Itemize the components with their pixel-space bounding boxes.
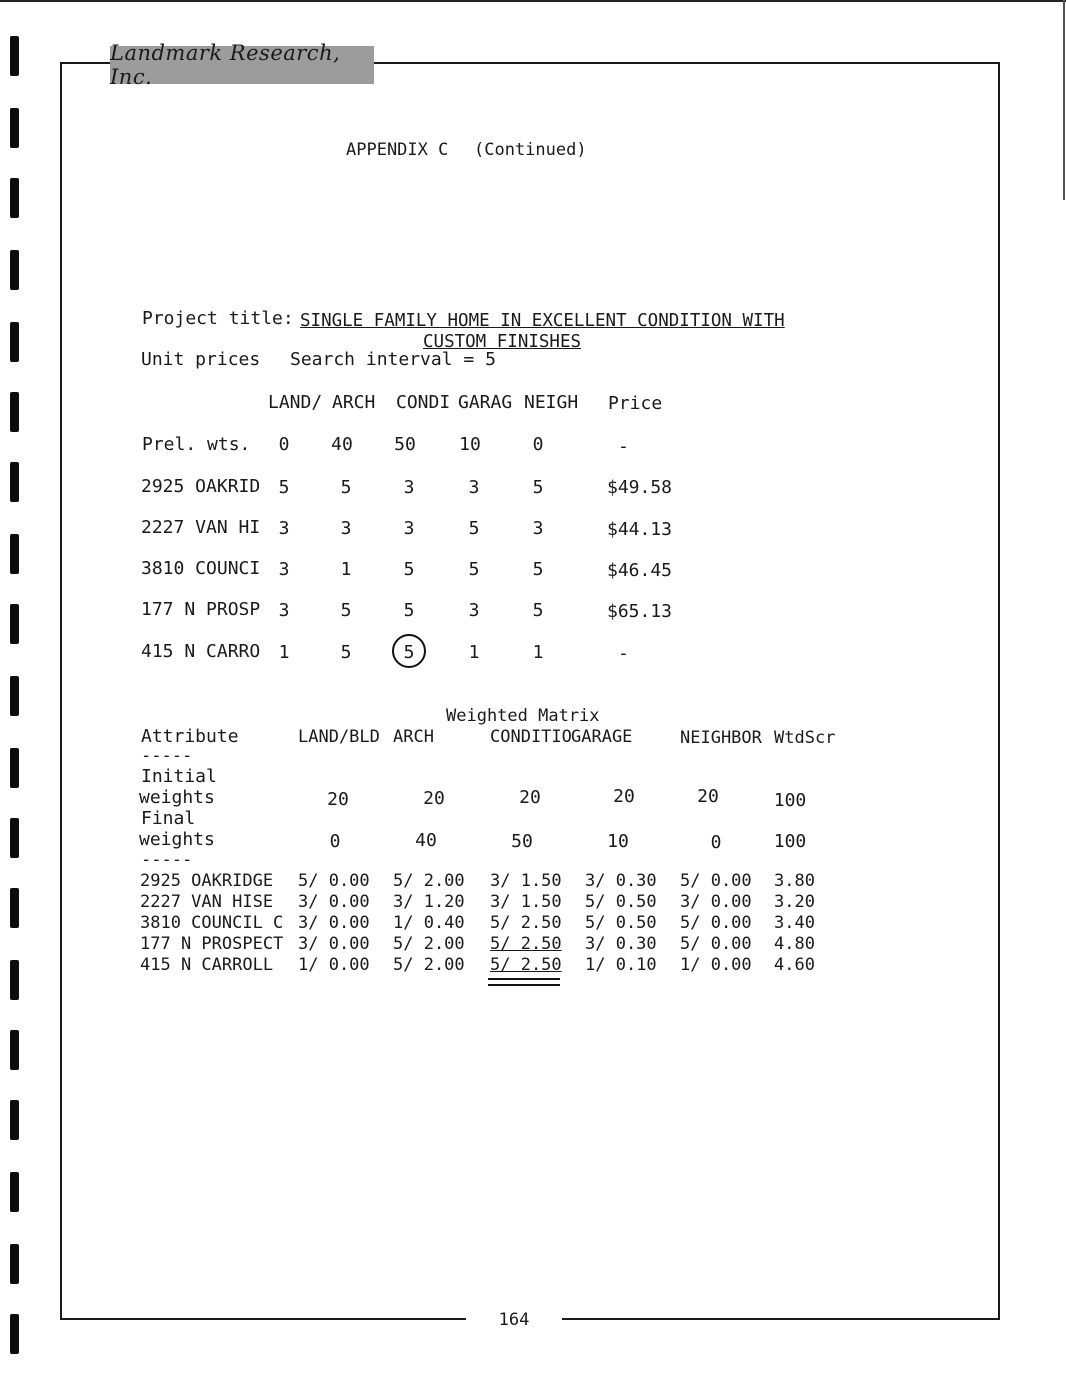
- wm-final-value: 100: [773, 831, 807, 852]
- unit-cell: 1: [532, 642, 544, 663]
- wm-cell: 3/ 0.30: [585, 871, 657, 891]
- wm-header-neighbor: NEIGHBOR: [680, 728, 762, 748]
- company-logo: Landmark Research, Inc.: [110, 46, 374, 84]
- unit-cell: 0: [278, 434, 290, 455]
- wm-cell: 5/ 2.00: [393, 871, 465, 891]
- wm-initial-value: 20: [697, 786, 719, 807]
- unit-cell: 1: [278, 642, 290, 663]
- unit-cell: 3: [403, 477, 415, 498]
- binder-mark: [10, 960, 19, 1000]
- wm-cell: 3/ 1.20: [393, 892, 465, 912]
- unit-price: -: [618, 643, 629, 664]
- unit-price: -: [618, 436, 629, 457]
- wm-cell: 3/ 1.50: [490, 871, 562, 891]
- unit-price: $44.13: [607, 519, 673, 540]
- wm-cell: 1/ 0.40: [393, 913, 465, 933]
- unit-row-label: Prel. wts.: [142, 434, 251, 455]
- binder-mark: [10, 1100, 19, 1140]
- wm-score: 3.40: [774, 913, 815, 933]
- double-underline: [488, 978, 560, 980]
- wm-final-value: 40: [415, 830, 437, 851]
- binder-mark: [10, 1172, 19, 1212]
- unit-price: $46.45: [607, 560, 673, 581]
- wm-cell: 3/ 1.50: [490, 892, 562, 912]
- wm-cell: 5/ 0.00: [680, 871, 752, 891]
- wm-header-wtdscr: WtdScr: [774, 728, 836, 748]
- wm-score: 4.80: [774, 934, 815, 954]
- binder-mark: [10, 392, 19, 432]
- unit-cell: 5: [532, 477, 544, 498]
- double-underline: [488, 984, 560, 986]
- wm-final-value: 50: [511, 831, 533, 852]
- binder-mark: [10, 36, 19, 76]
- wm-initial-label-2: weights: [139, 787, 215, 808]
- wm-cell: 5/ 0.00: [680, 913, 752, 933]
- wm-cell: 5/ 2.00: [393, 955, 465, 975]
- unit-cell: 5: [403, 642, 415, 663]
- wm-final-label: Final: [141, 808, 196, 829]
- binder-mark: [10, 322, 19, 362]
- project-title-line-2: CUSTOM FINISHES: [423, 332, 582, 352]
- wm-cell: 1/ 0.00: [298, 955, 370, 975]
- binder-mark: [10, 1030, 19, 1070]
- unit-cell: 5: [340, 477, 352, 498]
- wm-cell: 1/ 0.10: [585, 955, 657, 975]
- top-edge-rule: [0, 0, 1066, 2]
- unit-cell: 5: [468, 559, 480, 580]
- wm-initial-label: Initial: [141, 766, 217, 787]
- wm-score: 4.60: [774, 955, 815, 975]
- wm-initial-value: 20: [613, 786, 635, 807]
- binder-mark: [10, 108, 19, 148]
- unit-cell: 3: [532, 518, 544, 539]
- unit-cell: 1: [468, 642, 480, 663]
- wm-initial-value: 20: [327, 789, 349, 810]
- wm-initial-value: 100: [773, 790, 807, 811]
- unit-cell: 1: [340, 559, 352, 580]
- unit-header-condi: CONDI: [396, 392, 451, 413]
- unit-price: $65.13: [607, 601, 673, 622]
- wm-initial-value: 20: [519, 787, 541, 808]
- unit-row-label: 177 N PROSP: [141, 599, 261, 620]
- wm-row-label: 415 N CARROLL: [140, 955, 274, 975]
- wm-cell: 5/ 2.00: [393, 934, 465, 954]
- unit-cell: 3: [340, 518, 352, 539]
- unit-header-arch: ARCH: [332, 392, 376, 413]
- appendix-title: APPENDIX C: [346, 140, 449, 160]
- wm-cell: 3/ 0.00: [680, 892, 752, 912]
- unit-cell: 3: [468, 600, 480, 621]
- unit-cell: 40: [331, 434, 353, 455]
- unit-cell: 50: [394, 434, 416, 455]
- wm-header-garage: GARAGE: [571, 727, 633, 747]
- wm-score: 3.80: [774, 871, 815, 891]
- wm-cell: 3/ 0.30: [585, 934, 657, 954]
- wm-header-landbld: LAND/BLD: [298, 727, 380, 747]
- page-number: 164: [466, 1306, 562, 1334]
- wm-final-label-2: weights: [139, 829, 215, 850]
- binder-mark: [10, 534, 19, 574]
- wm-cell: 5/ 2.50: [490, 934, 562, 954]
- hand-drawn-circle-mark: [392, 634, 426, 668]
- unit-cell: 5: [403, 600, 415, 621]
- wm-separator: -----: [141, 850, 193, 870]
- wm-header-arch: ARCH: [393, 727, 434, 747]
- unit-cell: 5: [532, 600, 544, 621]
- wm-final-value: 10: [607, 831, 629, 852]
- unit-cell: 3: [278, 518, 290, 539]
- wm-cell: 5/ 0.00: [298, 871, 370, 891]
- wm-cell: 5/ 0.50: [585, 892, 657, 912]
- wm-header-attribute: Attribute: [141, 726, 239, 747]
- binder-mark: [10, 1314, 19, 1354]
- wm-cell: 5/ 2.50: [490, 913, 562, 933]
- wm-score: 3.20: [774, 892, 815, 912]
- binder-mark: [10, 818, 19, 858]
- wm-cell: 5/ 0.50: [585, 913, 657, 933]
- page-frame: [60, 62, 1000, 1320]
- wm-cell: 3/ 0.00: [298, 934, 370, 954]
- unit-row-label: 2925 OAKRID: [141, 476, 261, 497]
- wm-cell: 5/ 0.00: [680, 934, 752, 954]
- unit-prices-label: Unit prices: [141, 349, 261, 370]
- wm-cell: 3/ 0.00: [298, 913, 370, 933]
- wm-cell: 3/ 0.00: [298, 892, 370, 912]
- unit-row-label: 3810 COUNCI: [141, 558, 261, 579]
- binder-mark: [10, 604, 19, 644]
- unit-header-price: Price: [608, 393, 663, 414]
- unit-price: $49.58: [607, 477, 673, 498]
- wm-row-label: 2925 OAKRIDGE: [140, 871, 274, 891]
- unit-cell: 3: [403, 518, 415, 539]
- unit-cell: 10: [459, 434, 481, 455]
- wm-row-label: 2227 VAN HISE: [140, 892, 274, 912]
- binder-mark: [10, 250, 19, 290]
- wm-row-label: 3810 COUNCIL C: [140, 913, 284, 933]
- wm-separator: -----: [141, 746, 193, 766]
- appendix-suffix: (Continued): [474, 140, 587, 160]
- wm-cell: 5/ 2.50: [490, 955, 562, 975]
- unit-cell: 5: [340, 600, 352, 621]
- wm-final-value: 0: [710, 832, 722, 853]
- wm-initial-value: 20: [423, 788, 445, 809]
- wm-header-conditio: CONDITIO: [490, 727, 572, 747]
- binder-mark: [10, 1244, 19, 1284]
- wm-final-value: 0: [329, 831, 341, 852]
- unit-cell: 3: [278, 600, 290, 621]
- unit-cell: 5: [532, 559, 544, 580]
- unit-header-garag: GARAG: [458, 392, 513, 413]
- wm-cell: 1/ 0.00: [680, 955, 752, 975]
- binder-mark: [10, 888, 19, 928]
- unit-cell: 5: [468, 518, 480, 539]
- project-title-line-1: SINGLE FAMILY HOME IN EXCELLENT CONDITION WITH: [300, 311, 785, 331]
- unit-cell: 0: [532, 434, 544, 455]
- unit-header-land: LAND/: [268, 392, 323, 413]
- unit-cell: 5: [403, 559, 415, 580]
- weighted-matrix-title: Weighted Matrix: [446, 706, 600, 726]
- binder-mark: [10, 462, 19, 502]
- binder-mark: [10, 676, 19, 716]
- unit-cell: 5: [278, 477, 290, 498]
- search-interval: Search interval = 5: [290, 349, 496, 370]
- wm-row-label: 177 N PROSPECT: [140, 934, 284, 954]
- right-edge-rule: [1063, 0, 1065, 200]
- unit-row-label: 2227 VAN HI: [141, 517, 261, 538]
- unit-cell: 3: [468, 477, 480, 498]
- binder-mark: [10, 748, 19, 788]
- unit-header-neigh: NEIGH: [524, 392, 579, 413]
- unit-cell: 3: [278, 559, 290, 580]
- unit-cell: 5: [340, 642, 352, 663]
- project-title-label: Project title:: [142, 308, 294, 329]
- binder-mark: [10, 178, 19, 218]
- unit-row-label: 415 N CARRO: [141, 641, 261, 662]
